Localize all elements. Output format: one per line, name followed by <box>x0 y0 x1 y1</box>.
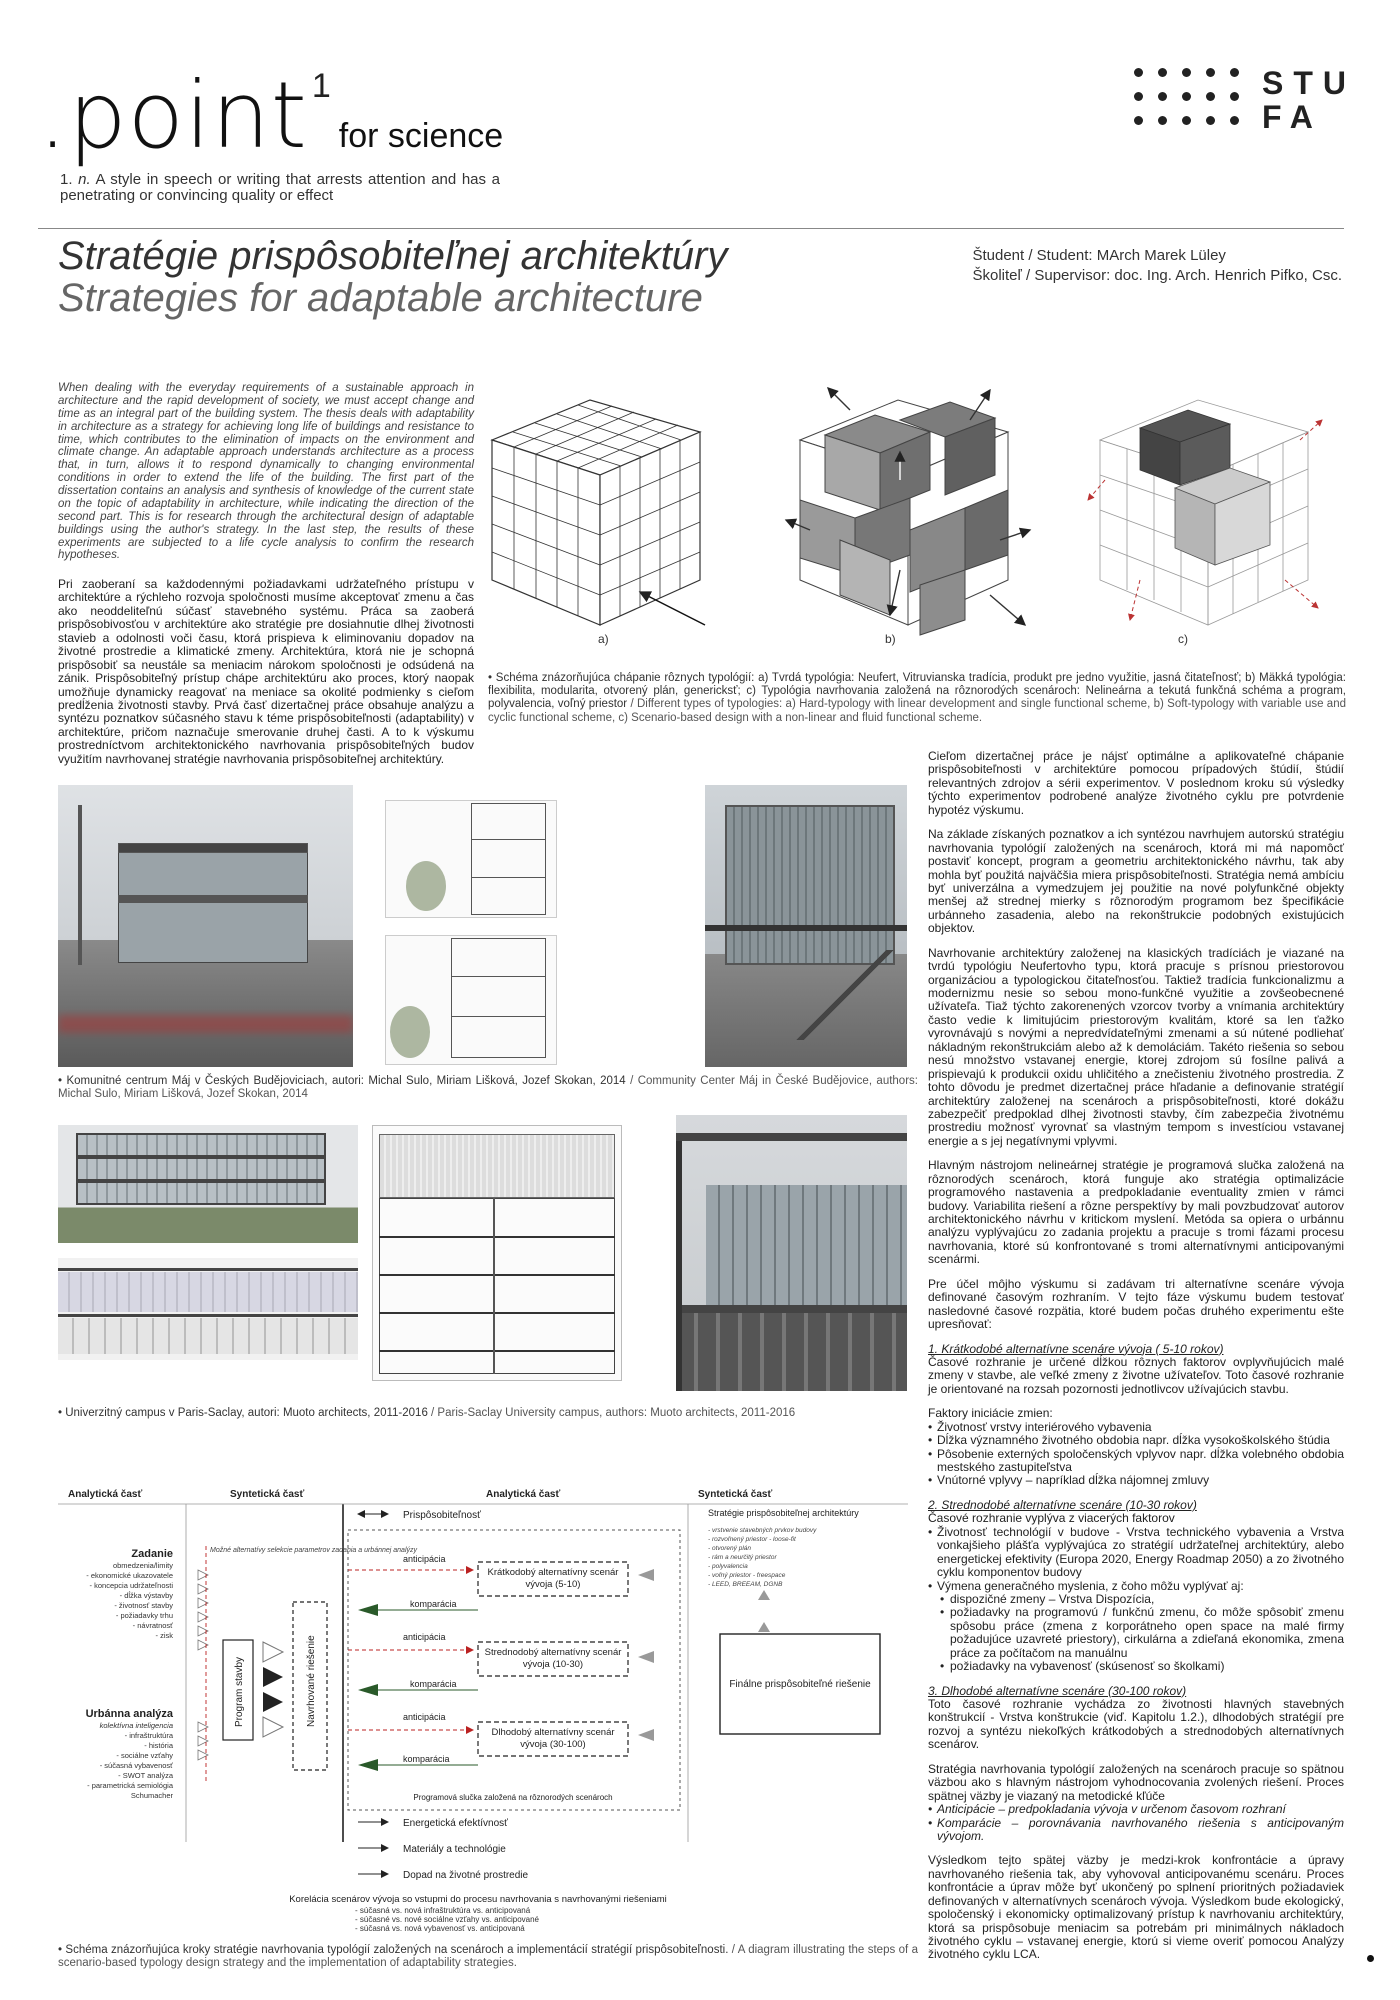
strategy-item: - vrstvenie stavebných prvkov budovy <box>708 1527 817 1534</box>
tool-paragraph: Hlavným nástrojom nelineárnej stratégie je programová slučka založená na rôznorodých scenároch, ktorá funguje ako stratégia optimalizácie programového nastavenia a predpokladanie eventuality zmien v rámci budovy. Variabilita riešení a rôzne perspektívy by mali povzbudzovať autorov architektonického návrhu v kritickom myslení. Metóda sa opiera o urbánnu analýzu vyplývajúcu zo zadania projektu a pracuje s tromi fázami procesu navrhovania, ktoré sú konfrontované s tromi alternatívnymi anticipovanými scenármi. <box>928 1158 1344 1267</box>
long-term-text: Toto časové rozhranie vychádza zo životnosti hlavných stavebných konštrukcií - Vrstva konštrukcie (viď. Kapitolu 1.2.), dlhodobých stratégií pre rozvoj a syntézu niekoľkých krátkodobých a strednodobých alternatívnych scenárov. <box>928 1697 1344 1752</box>
strategy-item: - LEED, BREEAM, DGNB <box>708 1581 783 1588</box>
mid-term-subitem: • požiadavky na programovú / funkčnú zmenu, čo môže spôsobiť zmenu spôsobu práce (zmena z korporátneho open space na malé firmy požadujúce uzavreté priestory), cirkulárna a zdieľaná ekonomika, zmena práce za počítačom na manuálnu <box>928 1606 1344 1660</box>
title-slovak: Stratégie prispôsobiteľnej architektúry <box>58 234 728 278</box>
definition-pos: n. <box>78 171 91 188</box>
factor-item: • Pôsobenie externých spoločenských vplyvov napr. dĺžka volebného obdobia mestského zastupiteľstva <box>928 1448 1344 1475</box>
paris-photo-detail <box>676 1115 907 1391</box>
strategy-item: - otvorený plán <box>708 1545 751 1552</box>
maj-caption-sk: • Komunitné centrum Máj v Českých Budějoviciach, autori: Michal Sulo, Miriam Lišková, Jozef Skokan, 2014 <box>58 1075 626 1087</box>
anticipacia-1: anticipácia <box>403 1554 446 1564</box>
right-column-text <box>928 750 1344 1973</box>
scenarios-paragraph: Pre účel môjho výskumu si zadávam tri alternatívne scenáre vývoja definované časovým rozhraním. V tejto fáze výskumu budem testovať nasledovné časové rozpätia, ktoré budem počas druhého experimentu ešte upresňovať: <box>928 1276 1344 1332</box>
scheme-caption <box>58 1944 918 1970</box>
urbanna-title: Urbánna analýza <box>85 1708 173 1720</box>
urbanna-item: - história <box>144 1741 173 1750</box>
scheme-caption-en: / A diagram illustrating the steps of a scenario-based typology design strategy and the implementation of adaptability strategies. <box>58 1944 919 1970</box>
correlation-list <box>355 1906 539 1934</box>
anticipacia-2: anticipácia <box>403 1632 446 1642</box>
col-header-2: Syntetická časť <box>230 1489 305 1500</box>
factor-item: • Dĺžka významného životného obdobia napr. dĺžka vysokoškolského štúdia <box>928 1434 1344 1447</box>
maj-caption-en: / Community Center Máj in České Budějovice, authors: Michal Sulo, Miriam Lišková, Jozef Skokan, 2014 <box>58 1075 918 1101</box>
mid-scenario: Strednodobý alternatívny scenár vývoja (10-30) <box>484 1647 622 1670</box>
urbanna-item: - SWOT analýza <box>118 1771 173 1780</box>
urbanna-item: - parametrická semiológia <box>87 1781 173 1790</box>
materials-label: Materiály a technológie <box>403 1844 506 1855</box>
mid-term-subitem: • dispozičné zmeny – Vrstva Dispozícia, <box>928 1593 1344 1606</box>
zadanie-item: - dĺžka výstavby <box>119 1591 173 1600</box>
cube-a <box>492 400 705 625</box>
col-header-3: Analytická časť <box>486 1489 561 1500</box>
brand-logo <box>38 62 504 169</box>
scheme-caption-sk: • Schéma znázorňujúca kroky stratégie navrhovania typológií založených na scenároch a implementácií stratégií prispôsobiteľnosti. <box>58 1944 729 1956</box>
zadanie-item: - koncepcia udržateľnosti <box>89 1581 173 1590</box>
cubes-caption-en: / Different types of typologies: a) Hard-typology with linear development and single functional scheme, b) Soft-typology with variable use and cyclic functional scheme, c) Scenario-based design with a non-linear and fluid functional scheme. <box>488 698 1346 724</box>
aim-paragraph: Cieľom dizertačnej práce je nájsť optimálne a aplikovateľné chápanie prispôsobiteľnosti v architektúre pomocou prípadových štúdií, štúdií relevantných zdrojov a sérii experimentov. V poslednom kroku sú výsledky týchto experimentov podrobené analýze životného cyklu pre potvrdenie hypotéz výskumu. <box>928 749 1344 817</box>
strategy-item: - polyvalencia <box>708 1563 748 1570</box>
logo-line-fa: FA <box>1262 99 1323 135</box>
cubes-caption-sk: • Schéma znázorňujúca chápanie rôznych typológií: a) Tvrdá typológia: Neufert, Vitruvianska tradícia, produkt pre jedno využitie, jasná čitateľnosť; b) Mäkká typológia: flexibilita, modularita, otvorený plán, genericksť; c) Typológia navrhovania založená na rôznorodých scenároch: Nelineárna a tekutá funkčná schéma a program, polyvalencia, voľný priestor <box>488 672 1346 711</box>
mid-term-item: • Výmena generačného myslenia, z čoho môžu vyplývať aj: <box>928 1580 1344 1593</box>
keys-list <box>928 1803 1344 1843</box>
mid-term-subitem: • požiadavky na vybavenosť (skúsenosť so školkami) <box>928 1660 1344 1673</box>
cube-label-b: b) <box>885 632 896 646</box>
correlation-title: Korelácia scenárov vývoja so vstupmi do procesu navrhovania s navrhovanými riešeniami <box>289 1894 667 1905</box>
maj-caption <box>58 1075 918 1101</box>
mid-term-item: • Životnosť technológií v budove - Vrstva technického vybavenia a Vrstva vonkajšieho plášťa vyplývajúca zo stratégií udržateľnej architektúry, alebo energetickej efektivity (Europa 2020, Energy Roadmap 2050) a zo životného cyklu komponentov budovy <box>928 1526 1344 1580</box>
intro-slovak: Pri zaoberaní sa každodennými požiadavkami udržateľného prístupu v architektúre a rýchleho rozvoja spoločnosti musíme akceptovať zmenu a čas ako neoddeliteľnú súčasť stavebného systému. Práca sa zaoberá prispôsobivosťou v architektúre ako stratégie pre dosiahnutie dlhej životnosti stavieb a odolnosti voči času, ktorá prispieva k eliminovaniu dopadov na životné prostredie a klimatické zmeny. Architektúra, ktorá nie je schopná prispôsobiť sa neustále sa meniacim nárokom spoločnosti je odsúdená na zánik. Prispôsobiteľný prístup chápe architektúru ako proces, ktorý naopak umožňuje dynamicky reagovať na meniace sa okolité podmienky s cieľom predĺženia životnosti stavby. Prvá časť dizertačnej práce obsahuje analýzu a syntézu poznatkov súčasného stavu k téme prispôsobiteľnosti (adaptability) v architektúre, pričom naznačuje smerovanie druhej časti. A to k výskumu prostredníctvom architektonického navrhovania prispôsobiteľných budov využitím navrhovanej stratégie navrhovania prispôsobiteľnej architektúry. <box>58 577 474 766</box>
possible-note: Možné alternatívy selekcie parametrov zadania a urbánnej analýzy <box>210 1547 418 1554</box>
brand-for-science: for science <box>338 117 504 155</box>
maj-photo-detail <box>705 785 907 1067</box>
definition-text: A style in speech or writing that arrests attention and has a penetrating or convincing quality or effect <box>60 171 500 204</box>
factor-item: • Životnosť vrstvy interiérového vybavenia <box>928 1421 1344 1434</box>
strategy-paragraph: Na základe získaných poznatkov a ich syntézou navrhujem autorskú stratégiu navrhovania typológií založených na scenároch, ktorá mi má napomôcť postaviť koncept, program a geometriu architektonického návrhu, tak aby mohla byť použitá najväčšia miera prispôsobiteľnosti. Stratégia nemá ambíciu byť univerzálna a vymedzujem jej použitie na nové polyfunkčné objekty menšej až strednej mierky s rôznorodým programom bez špecifikácie urbánneho zasadenia, alebo na rekonštrukcie podobných existujúcich objektov. <box>928 827 1344 936</box>
loop-label: Programová slučka založená na rôznorodých scenároch <box>413 1793 613 1802</box>
final-solution: Finálne prispôsobiteľné riešenie <box>729 1679 871 1690</box>
definition-number: 1. <box>60 171 73 188</box>
program-label: Program stavby <box>234 1656 245 1727</box>
paris-photo-exterior <box>58 1125 358 1243</box>
komparacia-2: komparácia <box>410 1679 457 1689</box>
typology-cubes-svg <box>480 380 1350 650</box>
strategies-title: Stratégie prispôsobiteľnej architektúry <box>708 1508 859 1518</box>
urbanna-item: Schumacher <box>130 1791 173 1800</box>
factor-item: • Vnútorné vplyvy – napríklad dĺžka nájomnej zmluvy <box>928 1474 1344 1487</box>
zadanie-item: - ekonomické ukazovatele <box>86 1571 173 1580</box>
strategy-item: - rozvoľnený priestor - loose-fit <box>708 1536 796 1543</box>
energy-label: Energetická efektívnosť <box>403 1818 508 1829</box>
cube-c <box>1088 400 1322 625</box>
cube-label-c: c) <box>1178 632 1188 646</box>
factors-list <box>928 1421 1344 1488</box>
maj-photo-exterior <box>58 785 353 1067</box>
feedback-paragraph: Stratégia navrhovania typológií založených na scenároch pracuje so spätnou väzbou ako s hlavným nástrojom vyhodnocovania zvolených riešení. Proces spätnej väzby je viazaný na metodické kľúče <box>928 1761 1344 1803</box>
impact-label: Dopad na životné prostredie <box>403 1870 529 1881</box>
maj-section-bottom <box>385 935 557 1065</box>
credit-supervisor: Školiteľ / Supervisor: doc. Ing. Arch. Henrich Pifko, Csc. <box>972 266 1342 284</box>
col-header-4: Syntetická časť <box>698 1489 773 1500</box>
key-item: • Anticipácie – predpokladania vývoja v určenom časovom rozhraní <box>928 1803 1344 1816</box>
correlation-item: - súčasná vs. nová vybavenosť vs. anticipovaná <box>355 1924 525 1934</box>
correlation-item: - súčasné vs. nové sociálne vzťahy vs. anticipované <box>355 1915 539 1925</box>
paris-photo-interior <box>58 1258 358 1360</box>
credit-student: Študent / Student: MArch Marek Lüley <box>972 247 1226 264</box>
logo-line-stu: STU <box>1262 65 1356 101</box>
key-item: • Komparácie – porovnávania navrhovaného riešenia s anticipovaným vývojom. <box>928 1817 1344 1844</box>
komparacia-1: komparácia <box>410 1599 457 1609</box>
anticipacia-3: anticipácia <box>403 1712 446 1722</box>
tradition-paragraph: Navrhovanie architektúry založenej na klasických tradíciách je viazané na tvrdú typológiu Neufertovho typu, ktorá pracuje s prísnou priestorovou organizáciou a typologickou čitateľnosťou. Taktiež tradícia funkcionalizmu a modernizmu nesie so sebou mono-funkčné využitie a zovšeobecnené užívateľa. Tiaž týchto zakorenených vzorcov tvorby a vnímania architektúry často vedie k limitujúcim priestorovým kvalitám, ktoré sa len ťažko vyrovnávajú s novými a nepredvídateľnými zmenami a sú nútené podliehať nákladným rekonštrukciám alebo až k demoláciám. Takéto riešenia so sebou nesú množstvo vstavanej energie, ktorej zdrojom sú fosílne palivá a prispievajú k produkcii oxidu uhličitého a znečisteniu životného prostredia. Z tohto dôvodu je predmet dizertačnej práce hľadanie a definovanie stratégií architektúry založenej na scenároch a prispôsobiteľnosti, ktoré dokážu zabezpečiť predpoklad dlhej životnosti stavby, čím zabezpečia životnému prostrediu možnosť vyrovnať sa vlastným tempom s investíciou vstavanej energie a s jej negatívnymi vplyvmi. <box>928 945 1344 1148</box>
short-term-heading: 1. Krátkodobé alternatívne scenáre vývoja ( 5-10 rokov) <box>928 1341 1224 1356</box>
logo-text <box>1262 66 1356 134</box>
komparacia-3: komparácia <box>403 1754 450 1764</box>
short-term-text: Časové rozhranie je určené dĺžkou rôznych faktorov ovplyvňujúcich malé zmeny v stavbe, ale veľké zmeny z životne užívateľov. Toto časové rozhranie je orientované na rozsah pozornosti jednotlivcov užívajúcich stavbu. <box>928 1354 1344 1396</box>
brand-superscript: 1 <box>311 67 331 105</box>
short-scenario: Krátkodobý alternatívny scenár vývoja (5-10) <box>487 1567 619 1590</box>
long-scenario: Dlhodobý alternatívny scenár vývoja (30-100) <box>491 1727 615 1750</box>
zadanie-item: - zisk <box>155 1631 173 1640</box>
cube-b <box>786 388 1030 635</box>
cubes-caption <box>488 672 1346 725</box>
stu-fa-logo <box>1134 65 1356 138</box>
prisp-label: Prispôsobiteľnosť <box>403 1510 481 1521</box>
brand-point: .point <box>38 62 308 169</box>
urbanna-item: kolektívna inteligencia <box>99 1721 173 1730</box>
navrh-label: Navrhované riešenie <box>306 1635 317 1727</box>
mid-term-list <box>928 1526 1344 1674</box>
paris-caption <box>58 1407 918 1420</box>
strategy-item: - voľný priestor - freespace <box>708 1572 786 1579</box>
header-divider <box>38 228 1344 229</box>
credits <box>972 246 1342 285</box>
urbanna-item: - súčasná vybavenosť <box>99 1761 173 1770</box>
title-english: Strategies for adaptable architecture <box>58 276 703 320</box>
factors-title: Faktory iniciácie zmien: <box>928 1406 1053 1421</box>
long-term-heading: 3. Dlhodobé alternatívne scenáre (30-100 rokov) <box>928 1683 1187 1698</box>
zadanie-title: Zadanie <box>131 1548 173 1560</box>
urbanna-item: - infraštruktúra <box>124 1731 173 1740</box>
urbanna-item: - sociálne vzťahy <box>116 1751 173 1760</box>
typology-cubes-figure <box>480 380 1350 650</box>
strategy-item: - rám a neurčitý priestor <box>708 1554 777 1561</box>
strategy-scheme <box>58 1482 908 1910</box>
end-dot <box>1367 1955 1374 1962</box>
strategy-scheme-svg <box>58 1482 908 1910</box>
col-header-1: Analytická časť <box>68 1489 143 1500</box>
result-paragraph: Výsledkom tejto spätej väzby je medzi-krok konfrontácie a úpravy navrhovaného riešenia tak, aby vyhovoval anticipovanému scenáru. Proces konfrontácie a úprav môže byť ukončený po splnení prioritných požiadaviek definovaných v alternatívnych scenároch vývoja. Výsledkom bude ekologický, spoločenský i ekonomicky optimalizovaný prístup k navrhovaniu architektúry, ktorá sa prispôsobuje meniacim sa potrebám pri minimálnych nákladoch životného cyklu – vstavanej energie, ktorú si vieme overiť pomocou Analýzy životného cyklu LCA. <box>928 1853 1344 1962</box>
correlation-item: - súčasná vs. nová infraštruktúra vs. anticipovaná <box>355 1906 531 1915</box>
paris-section-drawing <box>372 1125 622 1381</box>
paris-caption-en: / Paris-Saclay University campus, authors: Muoto architects, 2011-2016 <box>427 1407 796 1419</box>
zadanie-item: - návratnosť <box>132 1621 173 1630</box>
logo-dots-icon <box>1134 68 1240 136</box>
cube-label-a: a) <box>598 632 609 646</box>
maj-section-top <box>385 800 557 918</box>
abstract-english: When dealing with the everyday requirements of a sustainable approach in architecture and the rapid development of society, we must accept change and time as an integral part of the building system. The thesis deals with adaptability in architecture as a strategy for achieving long life of buildings and resistance to time, which contributes to the elimination of impacts on the environment and climate change. An adaptable approach understands architecture as a process that, in turn, allows it to respond dynamically to changing environmental conditions in order to extend the life of the building. The first part of the dissertation contains an analysis and synthesis of knowledge of the current state on the topic of adaptability in architecture, while indicating the direction of the second part. This is for research through the architectural design of adaptable buildings using the author's strategy. In the last step, the results of these experiments are subjected to a life cycle analysis to confirm the research hypotheses. <box>58 382 474 562</box>
paris-caption-sk: • Univerzitný campus v Paris-Saclay, autori: Muoto architects, 2011-2016 <box>58 1407 428 1419</box>
definition <box>60 172 500 204</box>
zadanie-item: - požiadavky trhu <box>115 1611 173 1620</box>
zadanie-item: - životnosť stavby <box>114 1601 173 1610</box>
zadanie-item: obmedzenia/limity <box>112 1561 173 1570</box>
mid-term-heading: 2. Strednodobé alternatívne scenáre (10-30 rokov) <box>928 1497 1197 1512</box>
mid-term-text: Časové rozhranie vyplýva z viacerých faktorov <box>928 1511 1175 1526</box>
